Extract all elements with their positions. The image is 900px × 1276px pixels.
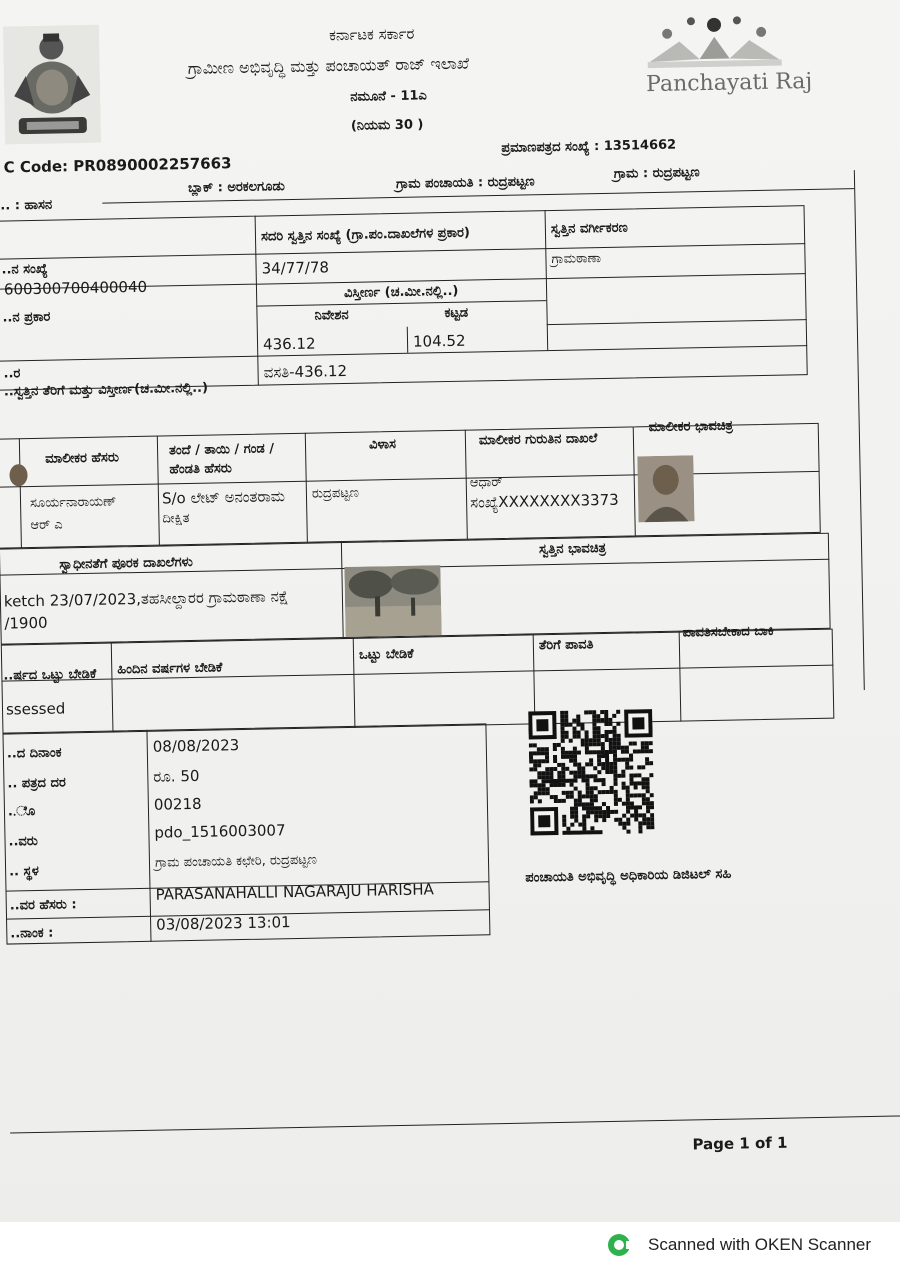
survey-no-value: 34/77/78 — [261, 258, 330, 278]
tax-col-previous-demand: ಹಿಂದಿನ ವರ್ಷಗಳ ಬೇಡಿಕೆ — [117, 660, 223, 678]
property-photo — [344, 565, 441, 637]
place-value: ಗ್ರಾಮ ಪಂಚಾಯತಿ ಕಛೇರಿ, ರುದ್ರಪಟ್ಟಣ — [154, 852, 318, 871]
building-label: ಕಟ್ಟಡ — [444, 305, 469, 322]
site-value: 436.12 — [262, 334, 316, 354]
issued-by-label: ..ವರು — [8, 833, 38, 850]
id-doc-value-1: ಆಧಾರ್ — [469, 474, 503, 491]
classification-value: ಗ್ರಾಮಠಾಣಾ — [551, 251, 602, 267]
taluk: .. : ಹಾಸನ — [0, 197, 53, 214]
owner-photo — [637, 455, 694, 522]
c-code: C Code: PR0890002257663 — [3, 154, 232, 177]
qr-code — [528, 708, 654, 836]
signer-name-value: PARASANAHALLI NAGARAJU HARISHA — [155, 880, 434, 904]
supporting-docs-value-2: /1900 — [4, 613, 48, 633]
owner-name-label: ಮಾಲೀಕರ ಹೆಸರು — [45, 450, 120, 467]
signer-name-label: ..ವರ ಹೆಸರು : — [9, 897, 77, 914]
issue-date-value: 08/08/2023 — [152, 736, 240, 756]
id-doc-value-2: ಸಂಖ್ಯೆXXXXXXXX3373 — [469, 490, 619, 512]
form-number: ನಮೂನೆ - 11ಎ — [350, 88, 427, 105]
oken-scanner-icon — [606, 1232, 636, 1258]
gov-title: ಕರ್ನಾಟಕ ಸರ್ಕಾರ — [328, 24, 415, 45]
building-value: 104.52 — [412, 331, 466, 351]
panchayati-raj-emblem-icon — [639, 9, 790, 72]
scanner-watermark: Scanned with OKEN Scanner — [648, 1235, 872, 1254]
village: ಗ್ರಾಮ : ರುದ್ರಪಟ್ಟಣ — [613, 165, 700, 182]
block: ಬ್ಲಾಕ್ : ಅರಕಲಗೂಡು — [187, 179, 285, 196]
property-no-label: ..ನ ಸಂಖ್ಯೆ — [1, 261, 48, 278]
relation-value-2: ದೀಕ್ಷಿತ — [162, 510, 190, 527]
relation-label: ತಂದೆ / ತಾಯಿ / ಗಂಡ / ಹೆಂಡತಿ ಹೆಸರು — [168, 441, 275, 478]
fee-label: .. ಪತ್ರದ ದರ — [7, 775, 66, 792]
dept-title: ಗ್ರಾಮೀಣ ಅಭಿವೃದ್ಧಿ ಮತ್ತು ಪಂಚಾಯತ್ ರಾಜ್ ಇಲಾಖೆ — [187, 53, 470, 78]
id-doc-label: ಮಾಲೀಕರ ಗುರುತಿನ ದಾಖಲೆ — [478, 431, 598, 449]
issue-date-label: ..ದ ದಿನಾಂಕ — [6, 745, 62, 762]
karnataka-emblem — [3, 25, 101, 145]
property-no-value: 600300700400040 — [3, 277, 148, 299]
relation-value-1: S/o ಲೇಟ್ ಅನಂತರಾಮ — [161, 487, 286, 508]
fee-value: ರೂ. 50 — [153, 766, 200, 786]
footer-rule — [10, 1115, 900, 1133]
supporting-docs-label: ಸ್ವಾಧೀನತೆಗೆ ಪೂರಕ ದಾಖಲೆಗಳು — [59, 554, 193, 573]
tax-table — [1, 629, 835, 735]
certificate-number: ಪ್ರಮಾಣಪತ್ರದ ಸಂಖ್ಯೆ : 13514662 — [501, 137, 677, 156]
property-photo-label: ಸ್ವತ್ತಿನ ಭಾವಚಿತ್ರ — [538, 540, 607, 558]
form-border-right — [854, 170, 865, 690]
owner-photo-label: ಮಾಲೀಕರ ಭಾವಚಿತ್ರ — [648, 418, 734, 436]
address-label: ವಿಳಾಸ — [368, 437, 397, 453]
owner-name-value-1: ಸೂರ್ಯನಾರಾಯಣ್ — [29, 494, 117, 512]
site-label: ನಿವೇಶನ — [314, 307, 349, 324]
page-number: Page 1 of 1 — [692, 1133, 788, 1154]
signed-datetime-value: 03/08/2023 13:01 — [156, 913, 291, 934]
classification-label: ಸ್ವತ್ತಿನ ವರ್ಗೀಕರಣ — [550, 220, 628, 237]
tax-col-balance: ಪಾವತಿಸಬೇಕಾದ ಬಾಕಿ — [682, 623, 774, 641]
property-type-label: ..ನ ಪ್ರಕಾರ — [2, 309, 51, 326]
place-label: .. ಸ್ಥಳ — [8, 863, 39, 880]
rule-number: (ನಿಯಮ 30 ) — [350, 117, 424, 134]
logo-text: Panchayati Raj — [645, 68, 813, 98]
tax-current-demand-value: ssessed — [5, 699, 66, 719]
address-value: ರುದ್ರಪಟ್ಟಣ — [311, 485, 360, 502]
tax-col-paid: ತೆರಿಗೆ ಪಾವತಿ — [538, 637, 594, 654]
o-label: ..ೊ — [7, 804, 36, 820]
area-label: ವಿಸ್ತೀರ್ಣ (ಚ.ಮೀ.ನಲ್ಲಿ..) — [343, 283, 459, 301]
tax-col-current-demand: ..ರ್ಷದ ಒಟ್ಟು ಬೇಡಿಕೆ — [3, 666, 97, 684]
owner-name-value-2: ಆರ್ ಎ — [30, 517, 63, 534]
tax-area-label: ..ಸ್ವತ್ತಿನ ತೆರಿಗೆ ಮತ್ತು ವಿಸ್ತೀರ್ಣ(ಚ.ಮೀ.ನಲ್ಲಿ..) — [3, 380, 209, 400]
r-label: ..ರ — [3, 366, 21, 382]
supporting-docs-value-1: ketch 23/07/2023,ತಹಸೀಲ್ದಾರರ ಗ್ರಾಮಠಾಣಾ ನಕ್ಷೆ — [3, 587, 289, 611]
tax-col-total-demand: ಒಟ್ಟು ಬೇಡಿಕೆ — [358, 646, 414, 663]
issued-by-value: pdo_1516003007 — [154, 821, 286, 842]
digital-signature-label: ಪಂಚಾಯತಿ ಅಭಿವೃದ್ಧಿ ಅಧಿಕಾರಿಯ ಡಿಜಿಟಲ್ ಸಹಿ — [525, 866, 732, 886]
survey-no-label: ಸದರಿ ಸ್ವತ್ತಿನ ಸಂಖ್ಯೆ (ಗ್ರಾ.ಪಂ.ದಾಖಲೆಗಳ ಪ್ರಕಾರ) — [260, 225, 471, 245]
owner-table — [0, 423, 821, 549]
panchayati-raj-logo — [639, 9, 813, 104]
tax-area-value: ವಸತಿ-436.12 — [263, 361, 348, 382]
o-value: 00218 — [153, 794, 202, 814]
signed-datetime-label: ..ನಾಂಕ : — [10, 925, 54, 942]
gram-panchayat: ಗ್ರಾಮ ಪಂಚಾಯತಿ : ರುದ್ರಪಟ್ಟಣ — [395, 174, 535, 192]
